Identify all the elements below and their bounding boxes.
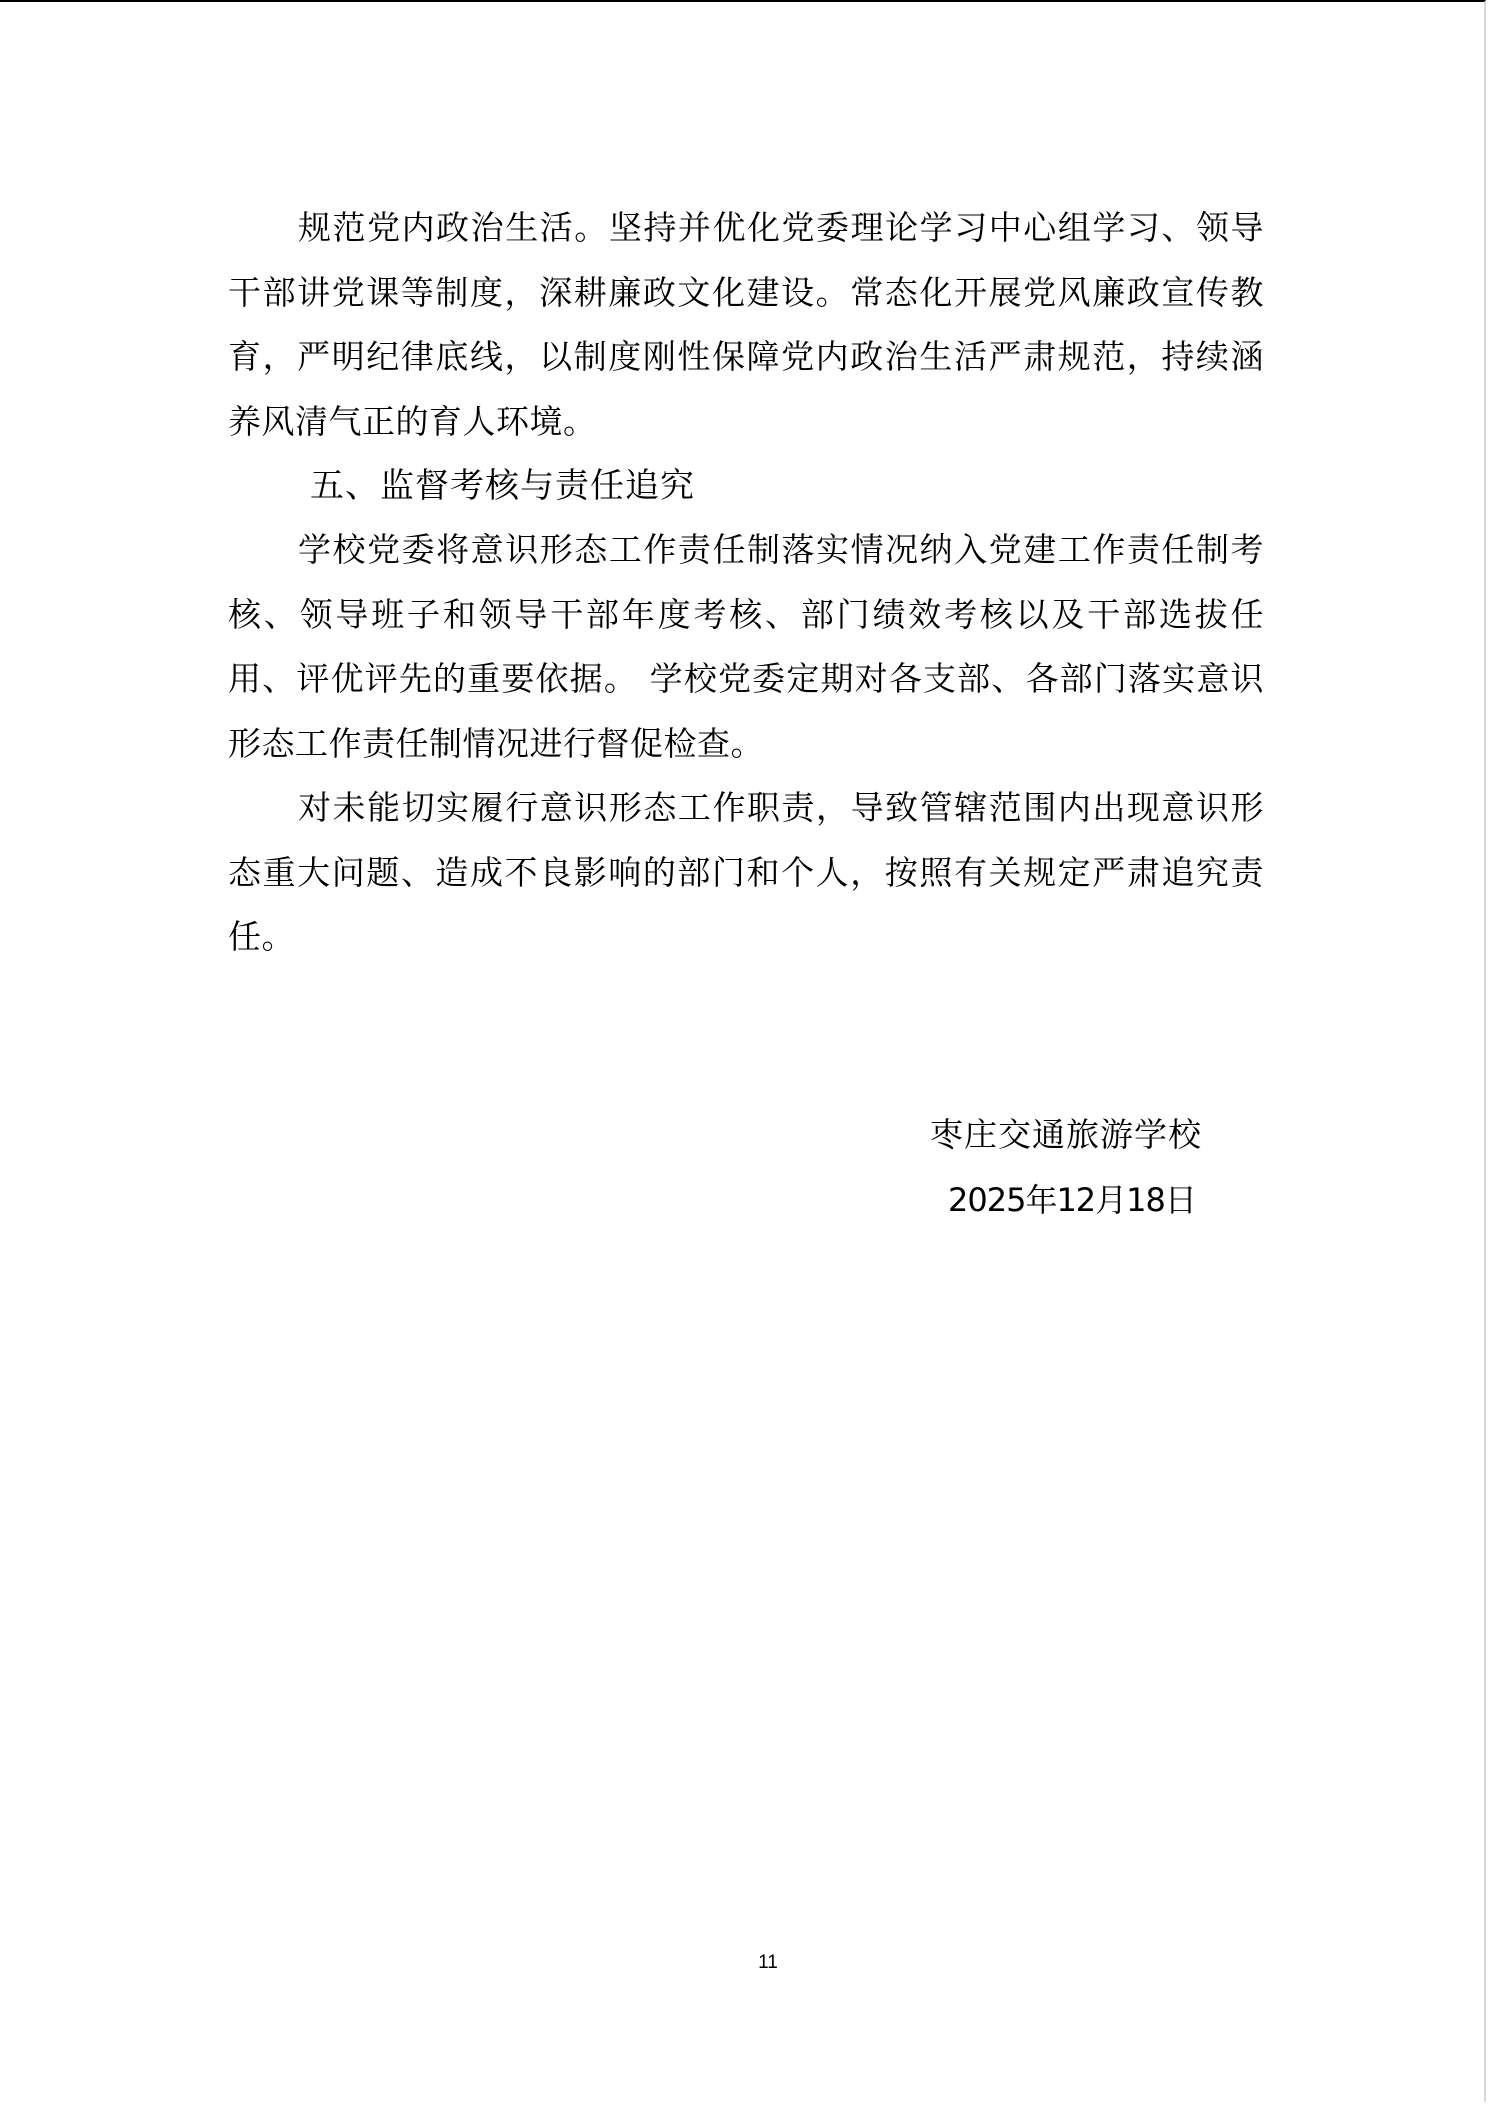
signature-organization: 枣庄交通旅游学校 [930, 1115, 1202, 1154]
page-number: 11 [758, 1952, 778, 1973]
signature-date: 2025年12月18日 [948, 1181, 1196, 1219]
paragraph-accountability: 对未能切实履行意识形态工作职责，导致管辖范围内出现意识形态重大问题、造成不良影响的部门和个人，按照有关规定严肃追究责任。 [228, 788, 1264, 956]
document-body [228, 196, 1264, 970]
section-heading-supervision: 五、监督考核与责任追究 [310, 466, 695, 506]
paragraph-political-life: 规范党内政治生活。坚持并优化党委理论学习中心组学习、领导干部讲党课等制度，深耕廉政文化建设。常态化开展党风廉政宣传教育，严明纪律底线，以制度刚性保障党内政治生活严肃规范，持续涵养风清气正的育人环境。 [228, 208, 1264, 441]
paragraph-assessment: 学校党委将意识形态工作责任制落实情况纳入党建工作责任制考核、领导班子和领导干部年度考核、部门绩效考核以及干部选拔任用、评优评先的重要依据。 学校党委定期对各支部、各部门落实意识形态工作责任制情况进行督促检查。 [228, 530, 1264, 763]
